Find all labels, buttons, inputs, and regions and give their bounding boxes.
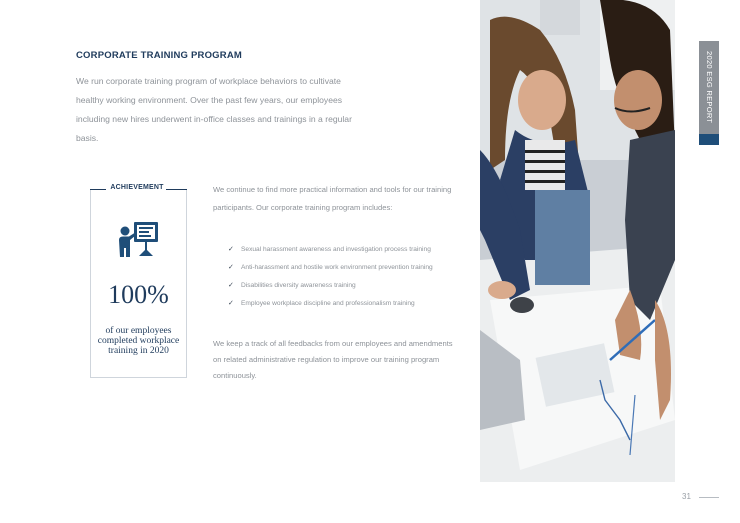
achievement-label: ACHIEVEMENT (108, 184, 166, 191)
list-item-text: Anti-harassment and hostile work environment prevention training (241, 264, 433, 271)
list-item-text: Employee workplace discipline and professionalism training (241, 300, 415, 307)
side-tab-accent (699, 134, 719, 145)
list-item (228, 263, 433, 281)
page-number-rule (699, 497, 719, 498)
program-intro: We continue to find more practical information and tools for our training participants. Our corporate training program includes: (213, 185, 452, 212)
achievement-value: 100% (108, 280, 169, 309)
achievement-caption: of our employees completed workplace training in 2020 (97, 326, 180, 356)
checkmark-icon: ✓ (228, 282, 234, 289)
side-tab (699, 41, 719, 134)
presentation-icon (117, 220, 159, 258)
achievement-rule-right (166, 189, 187, 190)
list-item (228, 299, 433, 317)
photo-training-session (480, 0, 675, 482)
intro-paragraph: We run corporate training program of workplace behaviors to cultivate healthy working environment. Over the past few years, our employees including new hires underwent in-office classes and trainings in a regular basis. (76, 76, 352, 143)
page-number: 31 (682, 492, 691, 501)
checkmark-icon: ✓ (228, 264, 234, 271)
checkmark-icon: ✓ (228, 246, 234, 253)
list-item (228, 245, 433, 263)
list-item-text: Sexual harassment awareness and investigation process training (241, 246, 431, 253)
side-tab-label: 2020 ESG REPORT (705, 51, 714, 124)
checkmark-icon: ✓ (228, 300, 234, 307)
list-item-text: Disabilities diversity awareness training (241, 282, 356, 289)
section-title: CORPORATE TRAINING PROGRAM (76, 50, 242, 61)
achievement-rule-left (90, 189, 106, 190)
list-item (228, 281, 433, 299)
training-list (228, 245, 433, 317)
feedback-paragraph: We keep a track of all feedbacks from our employees and amendments on related administrative regulation to improve our training program continuously. (213, 339, 453, 380)
